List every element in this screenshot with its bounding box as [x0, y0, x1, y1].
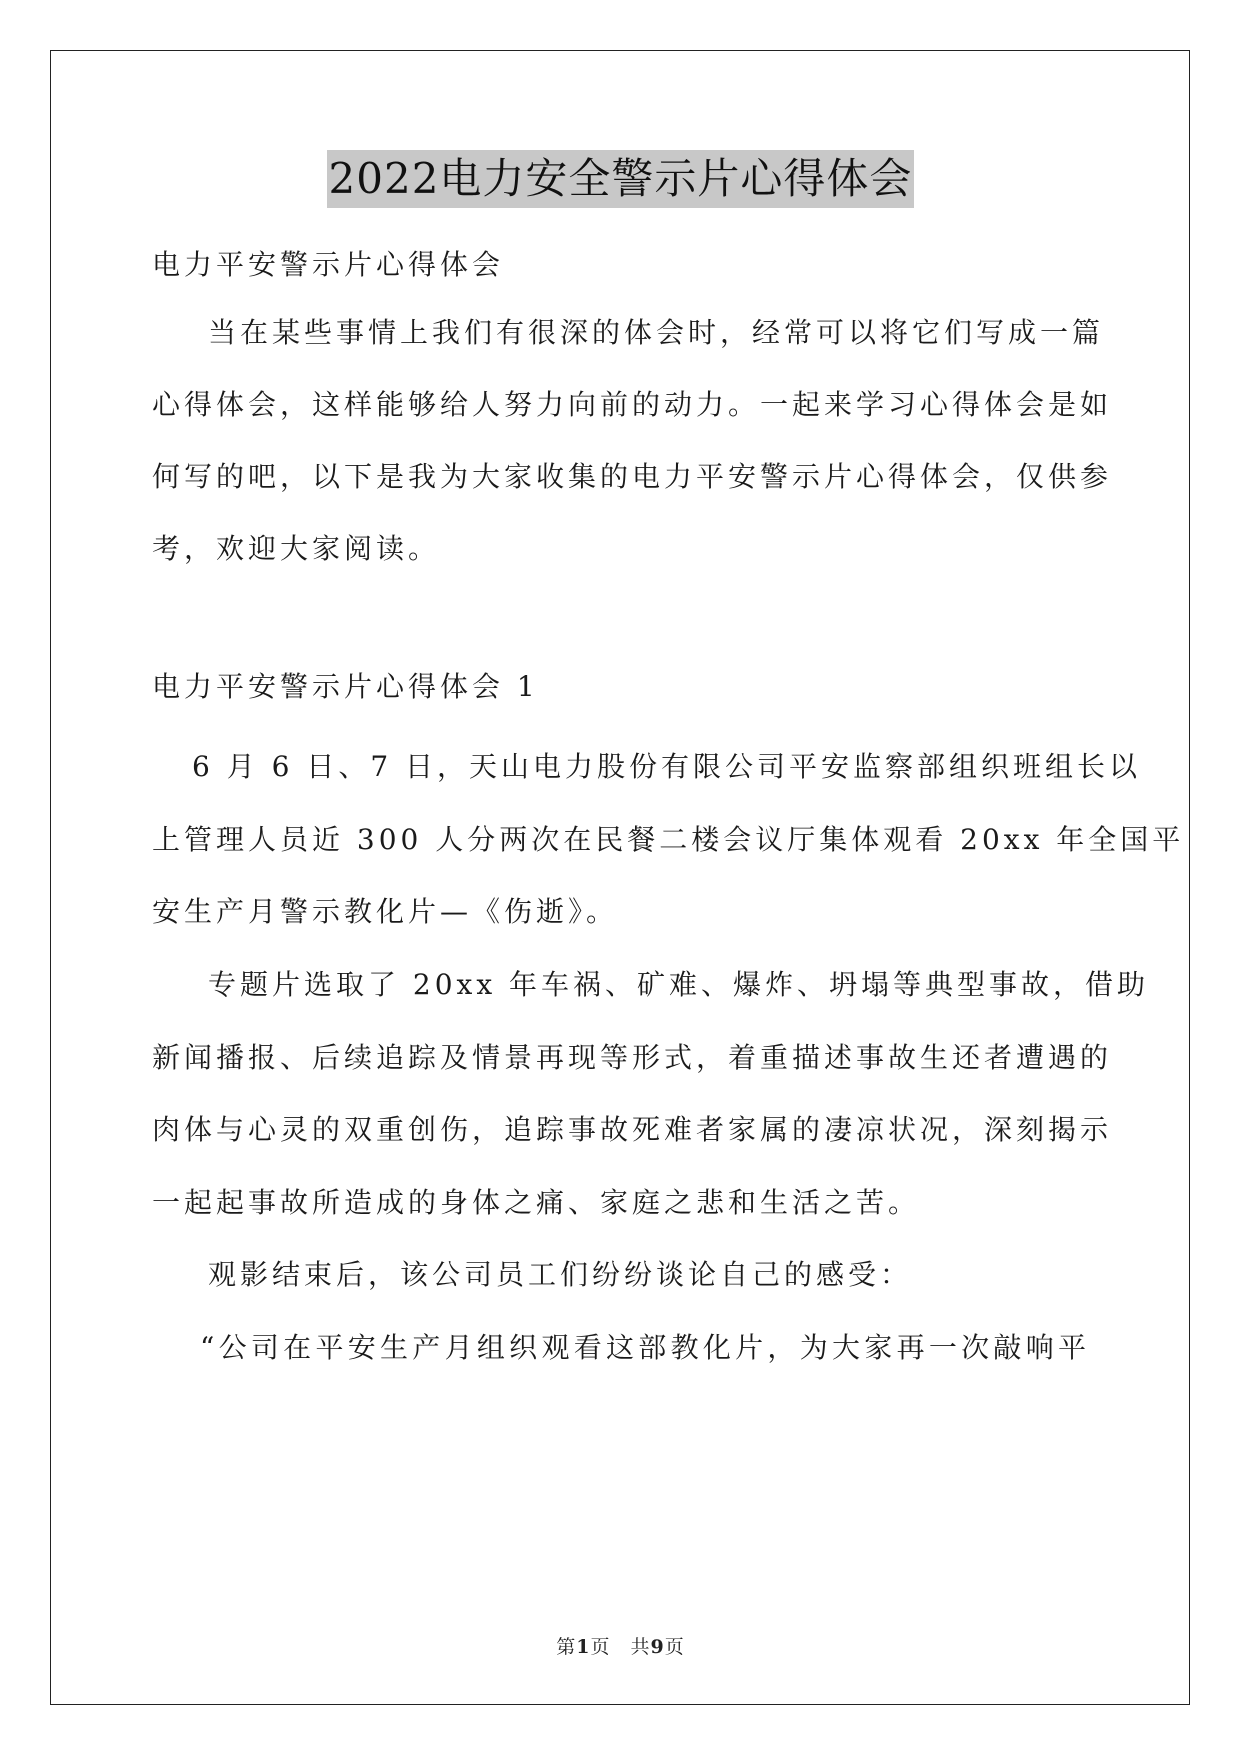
paragraph-line: 何写的吧，以下是我为大家收集的电力平安警示片心得体会，仅供参 [152, 460, 1113, 493]
footer-total-pages: 9 [650, 1636, 665, 1658]
footer-suffix: 页 [664, 1636, 685, 1658]
paragraph-line: 专题片选取了 20xx 年车祸、矿难、爆炸、坍塌等典型事故，借助 [208, 968, 1150, 1001]
paragraph-line: 肉体与心灵的双重创伤，追踪事故死难者家属的凄凉状况，深刻揭示 [152, 1113, 1113, 1146]
page-border [50, 50, 1190, 1705]
page-footer [0, 1632, 1241, 1659]
paragraph-line: 当在某些事情上我们有很深的体会时，经常可以将它们写成一篇 [208, 316, 1105, 349]
paragraph-line: 新闻播报、后续追踪及情景再现等形式，着重描述事故生还者遭遇的 [152, 1041, 1113, 1074]
section-heading: 电力平安警示片心得体会 [152, 248, 505, 281]
footer-prefix: 第 [556, 1636, 577, 1658]
paragraph-line: 一起起事故所造成的身体之痛、家庭之悲和生活之苦。 [152, 1186, 921, 1219]
paragraph-line: 观影结束后，该公司员工们纷纷谈论自己的感受： [208, 1258, 913, 1291]
paragraph-line: 考，欢迎大家阅读。 [152, 532, 441, 565]
document-title: 2022电力安全警示片心得体会 [327, 150, 915, 208]
section-heading: 电力平安警示片心得体会 1 [152, 670, 539, 703]
footer-page-number: 1 [576, 1636, 591, 1658]
paragraph-line: 心得体会，这样能够给人努力向前的动力。一起来学习心得体会是如 [152, 388, 1113, 421]
paragraph-line: 6 月 6 日、7 日，天山电力股份有限公司平安监察部组织班组长以 [192, 750, 1142, 783]
footer-middle: 页 共 [590, 1636, 651, 1658]
paragraph-line: 安生产月警示教化片—《伤逝》。 [152, 895, 619, 928]
paragraph-line: 上管理人员近 300 人分两次在民餐二楼会议厅集体观看 20xx 年全国平 [152, 823, 1185, 856]
title-container [0, 150, 1241, 208]
paragraph-line: “公司在平安生产月组织观看这部教化片，为大家再一次敲响平 [200, 1331, 1090, 1364]
